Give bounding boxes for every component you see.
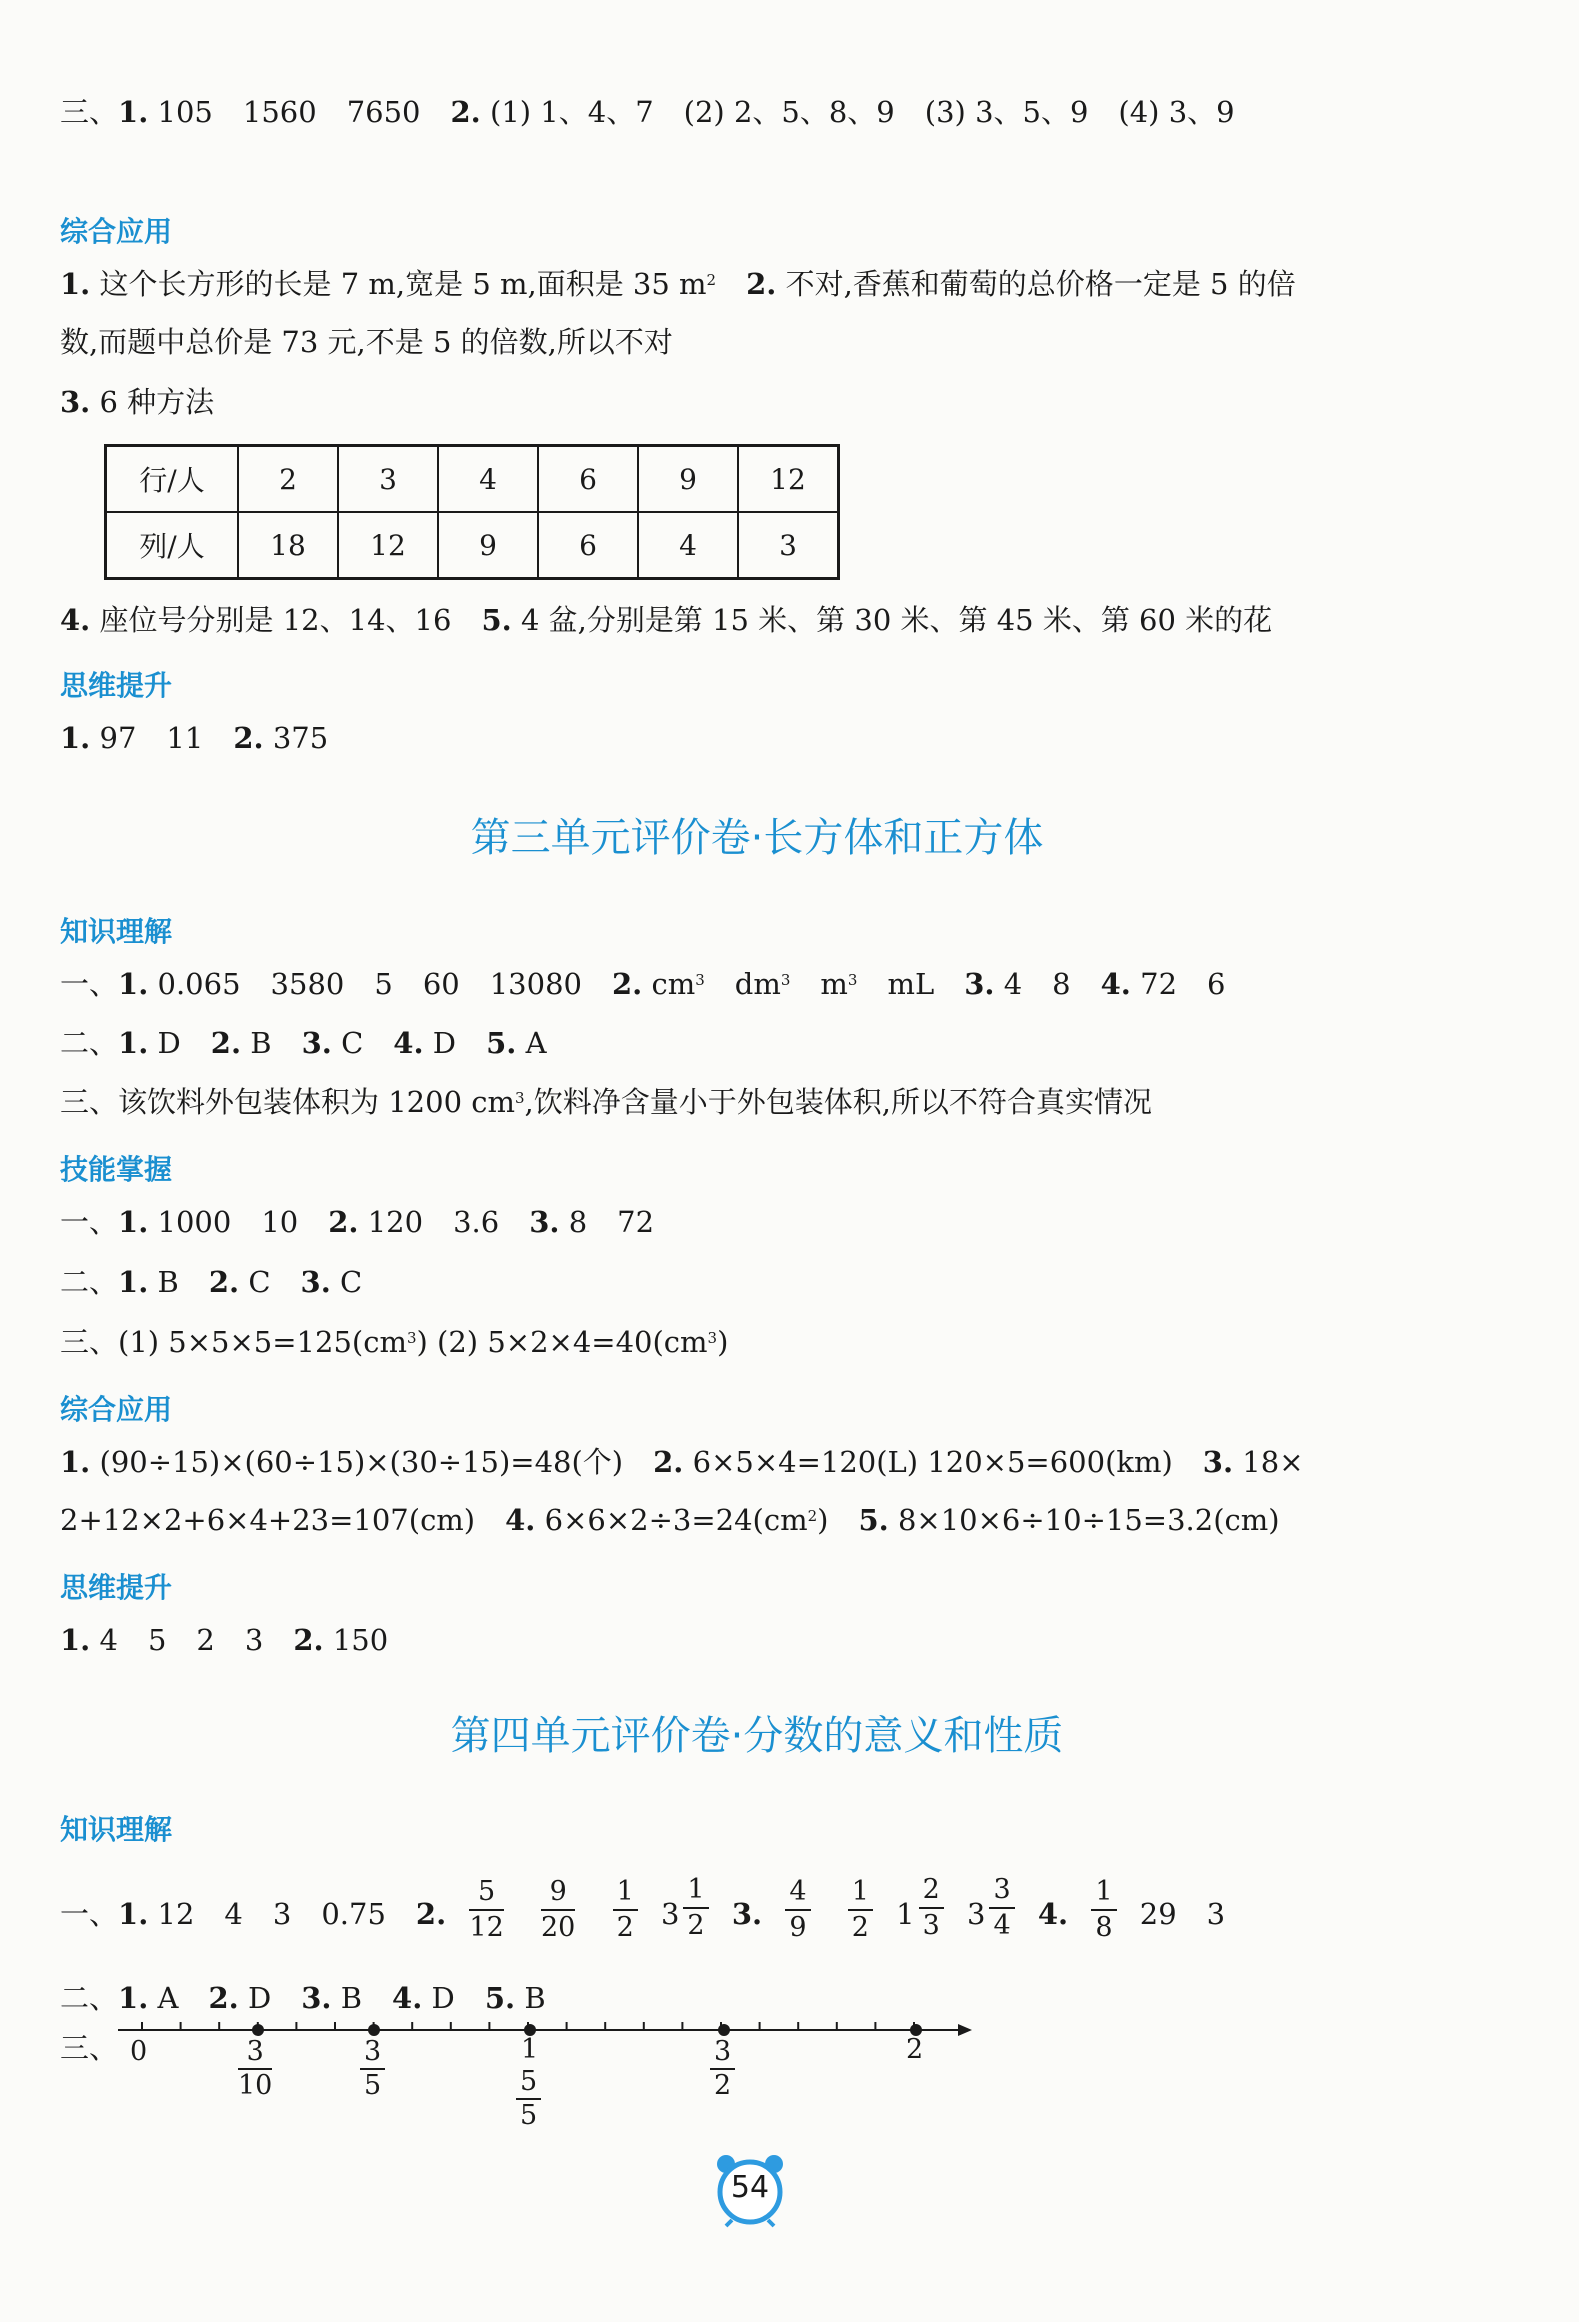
- point-3-2: [718, 2024, 730, 2036]
- answer-line-label: 三、: [60, 2031, 119, 2065]
- answer-line: 二、1. D 2. B 3. C 4. D 5. A: [60, 1026, 547, 1060]
- section-heading: 思维提升: [60, 669, 173, 702]
- table-cell: 9: [638, 446, 738, 513]
- page-number: 54: [730, 2170, 770, 2205]
- unit-title: 第四单元评价卷·分数的意义和性质: [450, 1713, 1064, 1759]
- tick-label-3-2: $\frac{3}{2}$: [710, 2036, 735, 2102]
- fraction: $\frac{1}{2}$: [848, 1875, 873, 1945]
- answer-line: 3. 6 种方法: [60, 385, 215, 419]
- answer-line: 2+12×2+6×4+23=107(cm) 4. $6\times 6\times 2\div 3=24(cm^2)$ 5. 8×10×6÷10÷15=3.2(cm): [60, 1503, 1280, 1537]
- table-cell: 3: [738, 512, 839, 579]
- tick-label-3-5: $\frac{3}{5}$: [360, 2036, 385, 2102]
- answer-line: 一、1. 12 4 3 0.75 2. $\frac{5}{12}$ $\frac{9}{20}$ $\frac{1}{2}$ 3 $\frac{1}{2}$ 3. $\frac{4}{9}$ $\frac{1}{2}$ 1 $\frac{2}{3}$ 3 $\frac{3}{4}$ 4. $\frac{1}{8}$ 29 3: [60, 1874, 1225, 1954]
- tick-label-two: 2: [906, 2034, 924, 2065]
- mixed-number: 3 $\frac{1}{2}$: [661, 1874, 723, 1954]
- section-heading: 知识理解: [60, 915, 173, 948]
- answer-line: 1. 4 5 2 3 2. 150: [60, 1623, 389, 1657]
- section-heading: 综合应用: [60, 1393, 173, 1426]
- answer-line: 二、1. B 2. C 3. C: [60, 1265, 363, 1299]
- section-heading: 知识理解: [60, 1813, 173, 1846]
- section-heading: 思维提升: [60, 1571, 173, 1604]
- point-3-10: [252, 2024, 264, 2036]
- answer-line: 数,而题中总价是 73 元,不是 5 的倍数,所以不对: [60, 325, 673, 359]
- table-cell: 4: [438, 446, 538, 513]
- tick-label-3-10: $\frac{3}{10}$: [238, 2036, 273, 2101]
- table-cell: 6: [538, 512, 638, 579]
- fraction: $\frac{4}{9}$: [785, 1875, 810, 1945]
- answer-line: 1. 97 11 2. 375: [60, 721, 329, 755]
- answer-line: 一、1. 1000 10 2. 120 3.6 3. 8 72: [60, 1205, 655, 1239]
- table-cell: 列/人: [106, 512, 239, 579]
- tick-label-1: 1: [521, 2034, 539, 2065]
- answer-line: 4. 座位号分别是 12、14、16 5. 4 盆,分别是第 15 米、第 30 米、第 45 米、第 60 米的花: [60, 603, 1273, 637]
- fraction: $\frac{1}{2}$: [613, 1875, 638, 1945]
- mixed-number: 1 $\frac{2}{3}$: [896, 1874, 958, 1954]
- table-cell: 18: [238, 512, 338, 579]
- fraction: $\frac{1}{8}$: [1091, 1875, 1116, 1945]
- answer-line: 一、1. 0.065 3580 5 60 13080 2. $cm^3$ $dm^3$ $m^3$ mL 3. 4 8 4. 72 6: [60, 967, 1226, 1001]
- tick-label-5-5: $\frac{5}{5}$: [516, 2066, 541, 2132]
- unit-title: 第三单元评价卷·长方体和正方体: [470, 815, 1044, 861]
- point-3-5: [368, 2024, 380, 2036]
- table-cell: 2: [238, 446, 338, 513]
- section-heading: 综合应用: [60, 215, 173, 248]
- answer-line: 二、1. A 2. D 3. B 4. D 5. B: [60, 1981, 546, 2015]
- fraction: $\frac{5}{12}$: [469, 1876, 504, 1943]
- table-cell: 6: [538, 446, 638, 513]
- table-cell: 行/人: [106, 446, 239, 513]
- answer-line: 1. 这个长方形的长是 7 m,宽是 5 m,面积是 35 $m^2$ 2. 不对,香蕉和葡萄的总价格一定是 5 的倍: [60, 267, 1296, 301]
- answer-line: 三、该饮料外包装体积为 1200 $cm^3$,饮料净含量小于外包装体积,所以不符合真实情况: [60, 1085, 1152, 1119]
- table-cell: 12: [338, 512, 438, 579]
- answer-line: 三、(1) $5\times 5\times 5=125(cm^3)$ (2) $5\times 2\times 4=40(cm^3)$: [60, 1325, 729, 1359]
- number-line-arrow: [958, 2024, 972, 2036]
- table-cell: 4: [638, 512, 738, 579]
- section-heading: 技能掌握: [60, 1153, 173, 1186]
- table-cell: 3: [338, 446, 438, 513]
- table-cell: 9: [438, 512, 538, 579]
- fraction: $\frac{9}{20}$: [540, 1876, 576, 1943]
- answer-line: 三、1. 105 1560 7650 2. (1) 1、4、7 (2) 2、5、8、9 (3) 3、5、9 (4) 3、9: [60, 95, 1235, 129]
- tick-label-zero: 0: [130, 2036, 148, 2067]
- mixed-number: 3 $\frac{3}{4}$: [967, 1874, 1029, 1954]
- table-cell: 12: [738, 446, 839, 513]
- answer-line: 1. (90÷15)×(60÷15)×(30÷15)=48(个) 2. 6×5×4=120(L) 120×5=600(km) 3. 18×: [60, 1445, 1304, 1479]
